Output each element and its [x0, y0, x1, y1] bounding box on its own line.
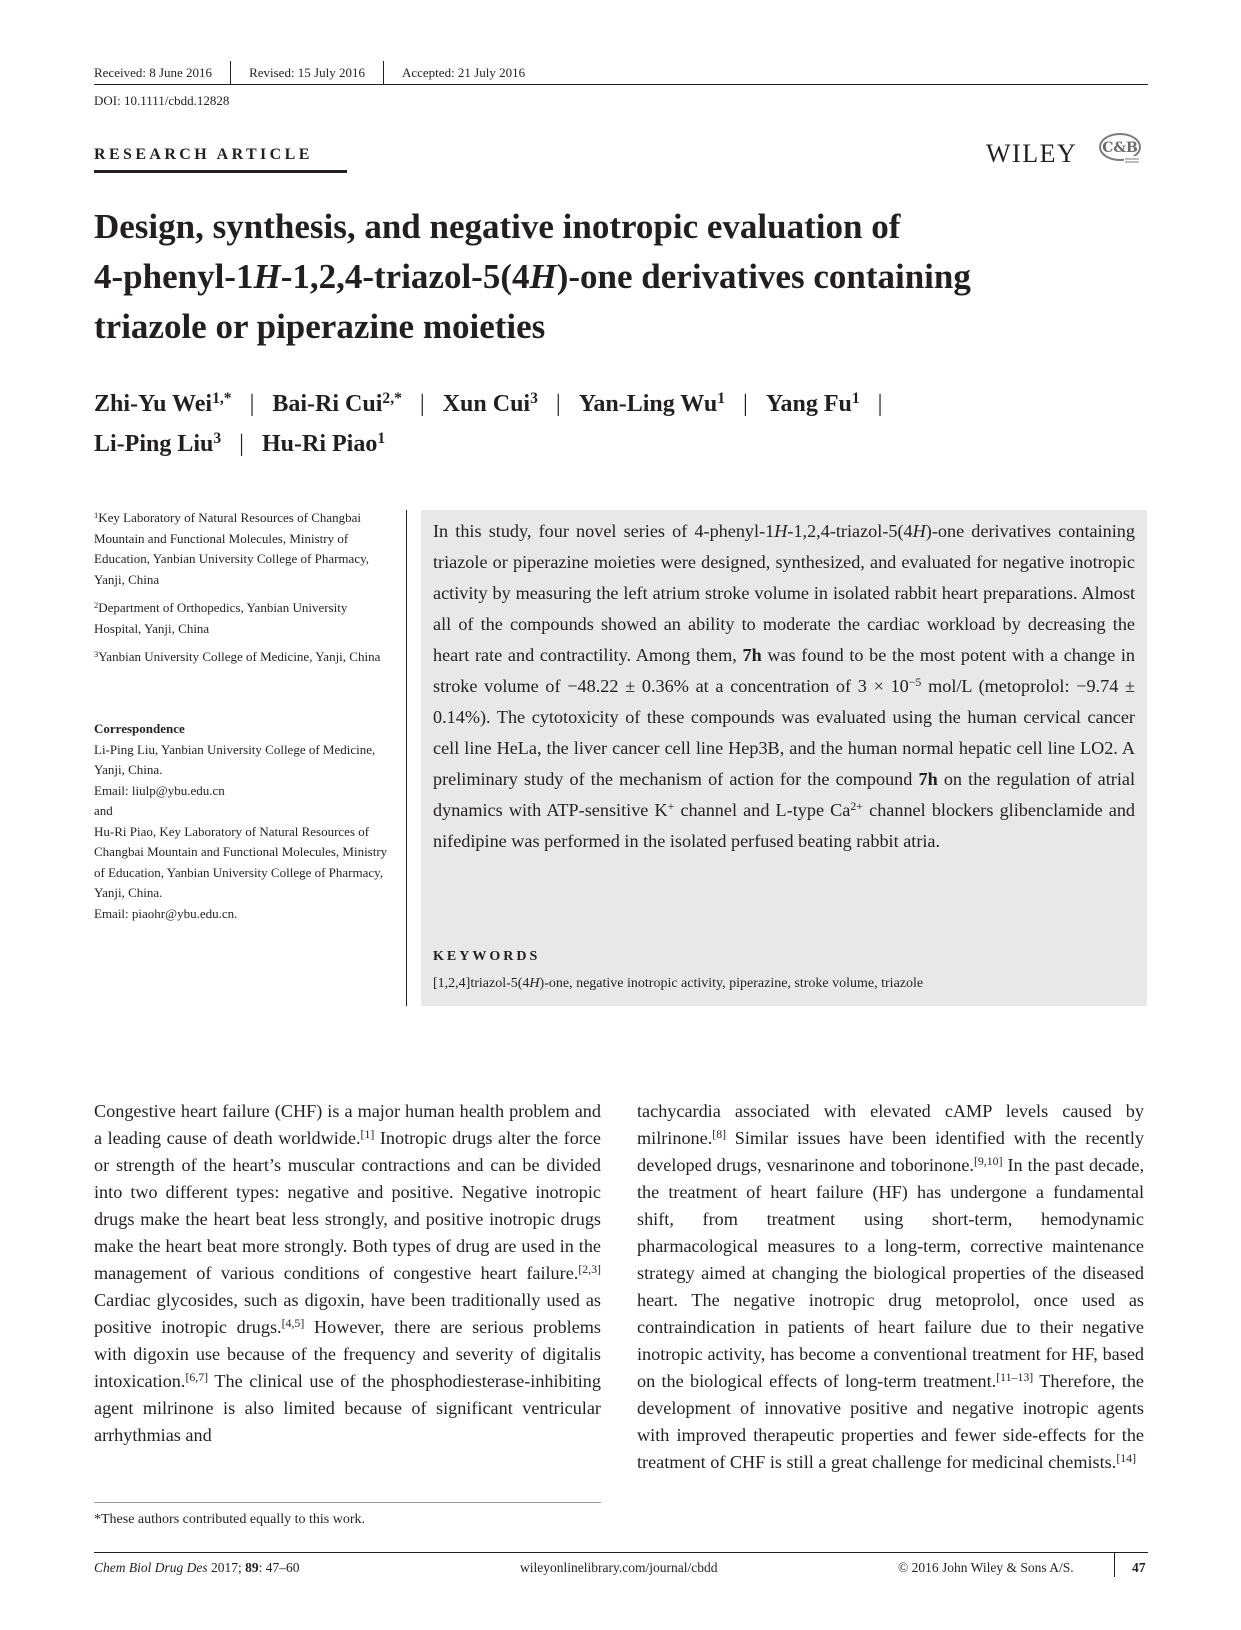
author[interactable]: Zhi-Yu Wei$^{1,*}$: [94, 390, 232, 417]
journal-url[interactable]: wileyonlinelibrary.com/journal/cbdd: [520, 1560, 718, 1575]
article-type: RESEARCH ARTICLE: [94, 146, 313, 163]
author-separator: |: [249, 391, 255, 417]
cbdd-logo-text: C&B: [1102, 140, 1138, 156]
abstract-text: In this study, four novel series of 4-phenyl-1H-1,2,4-triazol-5(4H)-one derivatives containing triazole or piperazine moieties were designed, synthesized, and evaluated for negative inotropic activity by measuring the left atrium stroke volume in isolated rabbit heart preparations. Almost all of the compounds showed an ability to moderate the cardiac workload by decreasing the heart rate and contractility. Among them, 7h was found to be the most potent with a change in stroke volume of −48.22 ± 0.36% at a concentration of $3 \times 10^{-5}$ mol/L (metoprolol: −9.74 ± 0.14%). The cytotoxicity of these compounds was evaluated using the human cervical cancer cell line HeLa, the liver cancer cell line Hep3B, and the human normal hepatic cell line LO2. A preliminary study of the mechanism of action for the compound 7h on the regulation of atrial dynamics with ATP-sensitive K+ channel and L-type $Ca^{2+}$ channel blockers glibenclamide and nifedipine was performed in the isolated perfused beating rabbit atria.: [433, 521, 1136, 851]
affiliations: [94, 508, 394, 676]
body-column-right: [637, 1098, 1144, 1476]
footnote-rule: [94, 1502, 601, 1503]
author[interactable]: Xun Cui$^3$: [442, 390, 538, 417]
copyright: © 2016 John Wiley & Sons A/S.: [898, 1560, 1074, 1575]
history-divider: [230, 61, 231, 85]
body-column-left: [94, 1098, 601, 1449]
doi[interactable]: DOI: 10.1111/cbdd.12828: [94, 93, 230, 108]
journal-citation: Chem Biol Drug Des 2017; 89: 47–60: [94, 1560, 300, 1575]
keywords-list: [1,2,4]triazol-5(4H)-one, negative inotropic activity, piperazine, stroke volume, triazole: [433, 976, 924, 991]
author-separator: |: [877, 391, 883, 417]
footnote: *These authors contributed equally to this work.: [94, 1512, 365, 1527]
article-type-underline: [94, 170, 347, 173]
compound-label: 7h: [742, 645, 762, 665]
page-number: 47: [1132, 1560, 1146, 1575]
body-paragraph: tachycardia associated with elevated cAMP levels caused by milrinone.[8] Similar issues have been identified with the recently developed drugs, vesnarinone and toborinone.[9,10] In the past decade, the treatment of heart failure (HF) has undergone a fundamental shift, from treatment using short-term, hemodynamic pharmacological measures to a long-term, corrective maintenance strategy aimed at changing the biological properties of the diseased heart. The negative inotropic drug metoprolol, once used as contraindication in patients of heart failure due to their negative inotropic activity, has become a conventional treatment for HF, based on the biological effects of long-term treatment.[11–13] Therefore, the development of innovative positive and negative inotropic agents with improved therapeutic properties and fewer side-effects for the treatment of CHF is still a great challenge for medicinal chemists.[14]: [637, 1101, 1144, 1472]
author[interactable]: Bai-Ri Cui$^{2,*}$: [272, 390, 402, 417]
citation-link[interactable]: [4,5]: [281, 1316, 305, 1331]
keywords-heading: KEYWORDS: [433, 949, 541, 964]
citation-link[interactable]: [11–13]: [996, 1370, 1034, 1385]
correspondence-and: and: [94, 803, 113, 818]
footer-rule: [94, 1552, 1148, 1553]
citation-link[interactable]: [14]: [1116, 1451, 1137, 1466]
body-paragraph: Congestive heart failure (CHF) is a major human health problem and a leading cause of death worldwide.[1] Inotropic drugs alter the force or strength of the heart’s muscular contractions and can be divided into two different types: negative and positive. Negative inotropic drugs make the heart beat less strongly, and positive inotropic drugs make the heart beat more strongly. Both types of drug are used in the management of various conditions of congestive heart failure.[2,3] Cardiac glycosides, such as digoxin, have been traditionally used as positive inotropic drugs.[4,5] However, there are serious problems with digoxin use because of the frequency and severity of digitalis intoxication.[6,7] The clinical use of the phosphodiesterase-inhibiting agent milrinone is also limited because of significant ventricular arrhythmias and: [94, 1101, 601, 1445]
author[interactable]: Yang Fu$^1$: [765, 390, 860, 417]
author[interactable]: Li-Ping Liu$^3$: [94, 430, 222, 457]
accepted-date: Accepted: 21 July 2016: [401, 65, 526, 80]
correspondence: [94, 719, 394, 924]
author-separator: |: [419, 391, 425, 417]
correspondence-heading: Correspondence: [94, 721, 185, 736]
affiliation: $^2$Department of Orthopedics, Yanbian University Hospital, Yanji, China: [94, 599, 348, 636]
affiliation: $^3$Yanbian University College of Medicine, Yanji, China: [94, 648, 381, 664]
citation-link[interactable]: [8]: [712, 1127, 727, 1142]
author-separator: |: [743, 391, 748, 417]
citation-link[interactable]: [2,3]: [578, 1262, 601, 1277]
revised-date: Revised: 15 July 2016: [249, 65, 365, 80]
affiliation: $^1$Key Laboratory of Natural Resources of Changbai Mountain and Functional Molecules, Ministry of Education, Yanbian University College of Pharmacy, Yanji, China: [94, 509, 369, 587]
author[interactable]: Hu-Ri Piao$^1$: [261, 430, 386, 457]
title-line-3: triazole or piperazine moieties: [94, 307, 546, 346]
correspondence-email-2[interactable]: Email: piaohr@ybu.edu.cn.: [94, 905, 238, 921]
compound-label: 7h: [918, 769, 938, 789]
citation-link[interactable]: [1]: [360, 1127, 375, 1142]
received-date: Received: 8 June 2016: [94, 65, 213, 80]
correspondence-email-1[interactable]: Email: liulp@ybu.edu.cn: [94, 782, 225, 798]
author-separator: |: [239, 431, 244, 457]
history-divider: [383, 61, 384, 85]
correspondence-author-2: Hu-Ri Piao, Key Laboratory of Natural Resources of Changbai Mountain and Functional Molecules, Ministry of Education, Yanbian University College of Pharmacy, Yanji, China.: [94, 823, 388, 900]
header-rule: [94, 84, 1148, 85]
citation-link[interactable]: [6,7]: [185, 1370, 209, 1385]
author-separator: |: [555, 391, 561, 417]
title-line-1: Design, synthesis, and negative inotropic evaluation of: [94, 207, 901, 246]
correspondence-author-1: Li-Ping Liu, Yanbian University College of Medicine, Yanji, China.: [94, 741, 376, 777]
author-list: [94, 384, 1148, 464]
cbdd-journal-logo-icon: [1098, 130, 1144, 166]
abstract-divider: [406, 510, 407, 1006]
citation-link[interactable]: [9,10]: [973, 1154, 1003, 1169]
footer-divider: [1114, 1553, 1115, 1577]
article-title: [94, 202, 1148, 352]
title-line-2: 4-phenyl-1H-1,2,4-triazol-5(4H)-one derivatives containing: [94, 257, 971, 296]
article-history: [94, 62, 525, 84]
author[interactable]: Yan-Ling Wu$^1$: [578, 390, 725, 417]
wiley-logo: WILEY: [986, 139, 1078, 168]
